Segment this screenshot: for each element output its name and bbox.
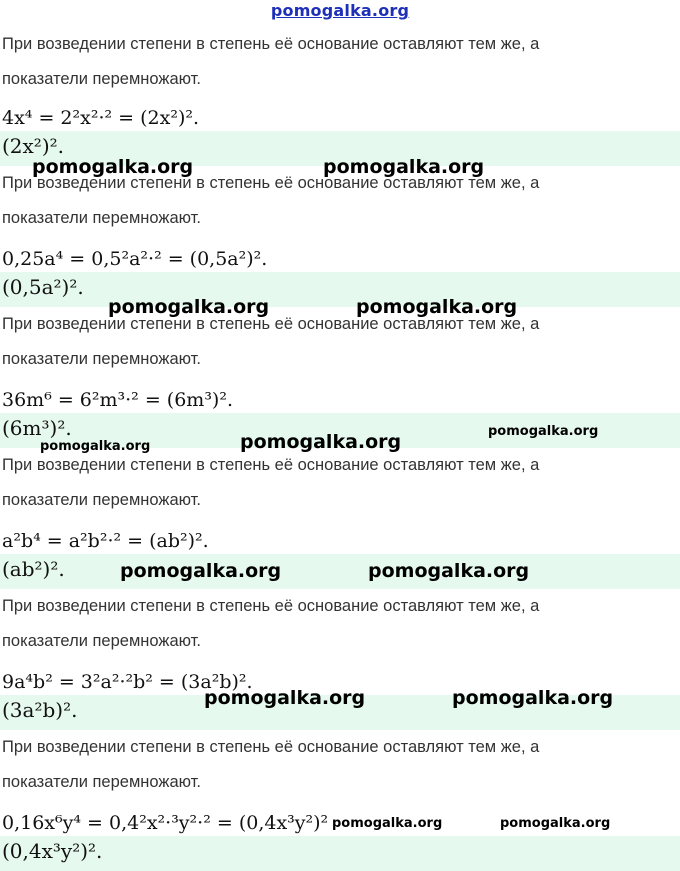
explanation-text <box>2 448 678 518</box>
explanation-line-1: При возведении степени в степень её основание оставляют тем же, а <box>2 174 540 192</box>
explanation-line-1: При возведении степени в степень её основание оставляют тем же, а <box>2 315 540 333</box>
formula-6: 0,16x⁶y⁴ = 0,4²x²·³y²·² = (0,4x³y²)² <box>2 812 329 834</box>
watermark: pomogalka.org <box>240 431 402 453</box>
watermark: pomogalka.org <box>356 296 518 318</box>
explanation-line-2: показатели перемножают. <box>2 350 201 368</box>
watermark: pomogalka.org <box>32 156 194 178</box>
explanation-line-2: показатели перемножают. <box>2 491 201 509</box>
watermark: pomogalka.org <box>488 424 599 439</box>
answer-box-2 <box>0 272 680 307</box>
explanation-text <box>2 589 678 659</box>
explanation-line-1: При возведении степени в степень её основание оставляют тем же, а <box>2 597 540 615</box>
explanation-text <box>2 730 678 800</box>
explanation-line-2: показатели перемножают. <box>2 70 201 88</box>
watermark: pomogalka.org <box>368 560 530 582</box>
formula-1: 4x⁴ = 2²x²·² = (2x²)². <box>2 107 200 129</box>
formula-5: 9a⁴b² = 3²a²·²b² = (3a²b)². <box>2 671 253 693</box>
explanation-line-1: При возведении степени в степень её основание оставляют тем же, а <box>2 738 540 756</box>
site-watermark-header: pomogalka.org <box>270 1 410 20</box>
explanation-line-1: При возведении степени в степень её основание оставляют тем же, а <box>2 456 540 474</box>
answer-4: (ab²)². <box>2 557 65 581</box>
explanation-text <box>2 27 678 97</box>
watermark: pomogalka.org <box>40 439 151 454</box>
watermark: pomogalka.org <box>332 816 443 831</box>
explanation-line-1: При возведении степени в степень её основание оставляют тем же, а <box>2 35 540 53</box>
watermark: pomogalka.org <box>204 687 366 709</box>
explanation-text <box>2 307 678 377</box>
formula-4: a²b⁴ = a²b²·² = (ab²)². <box>2 530 209 552</box>
answer-box-4 <box>0 554 680 589</box>
explanation-line-2: показатели перемножают. <box>2 209 201 227</box>
answer-1: (2x²)². <box>2 134 65 158</box>
watermark: pomogalka.org <box>452 687 614 709</box>
watermark: pomogalka.org <box>500 816 611 831</box>
formula-3: 36m⁶ = 6²m³·² = (6m³)². <box>2 389 234 411</box>
watermark: pomogalka.org <box>323 156 485 178</box>
explanation-line-2: показатели перемножают. <box>2 773 201 791</box>
answer-3: (6m³)². <box>2 416 72 440</box>
answer-2: (0,5a²)². <box>2 275 84 299</box>
watermark: pomogalka.org <box>108 296 270 318</box>
answer-5: (3a²b)². <box>2 698 78 722</box>
answer-6: (0,4x³y²)². <box>2 839 103 863</box>
formula-2: 0,25a⁴ = 0,5²a²·² = (0,5a²)². <box>2 248 268 270</box>
explanation-line-2: показатели перемножают. <box>2 632 201 650</box>
watermark: pomogalka.org <box>120 560 282 582</box>
